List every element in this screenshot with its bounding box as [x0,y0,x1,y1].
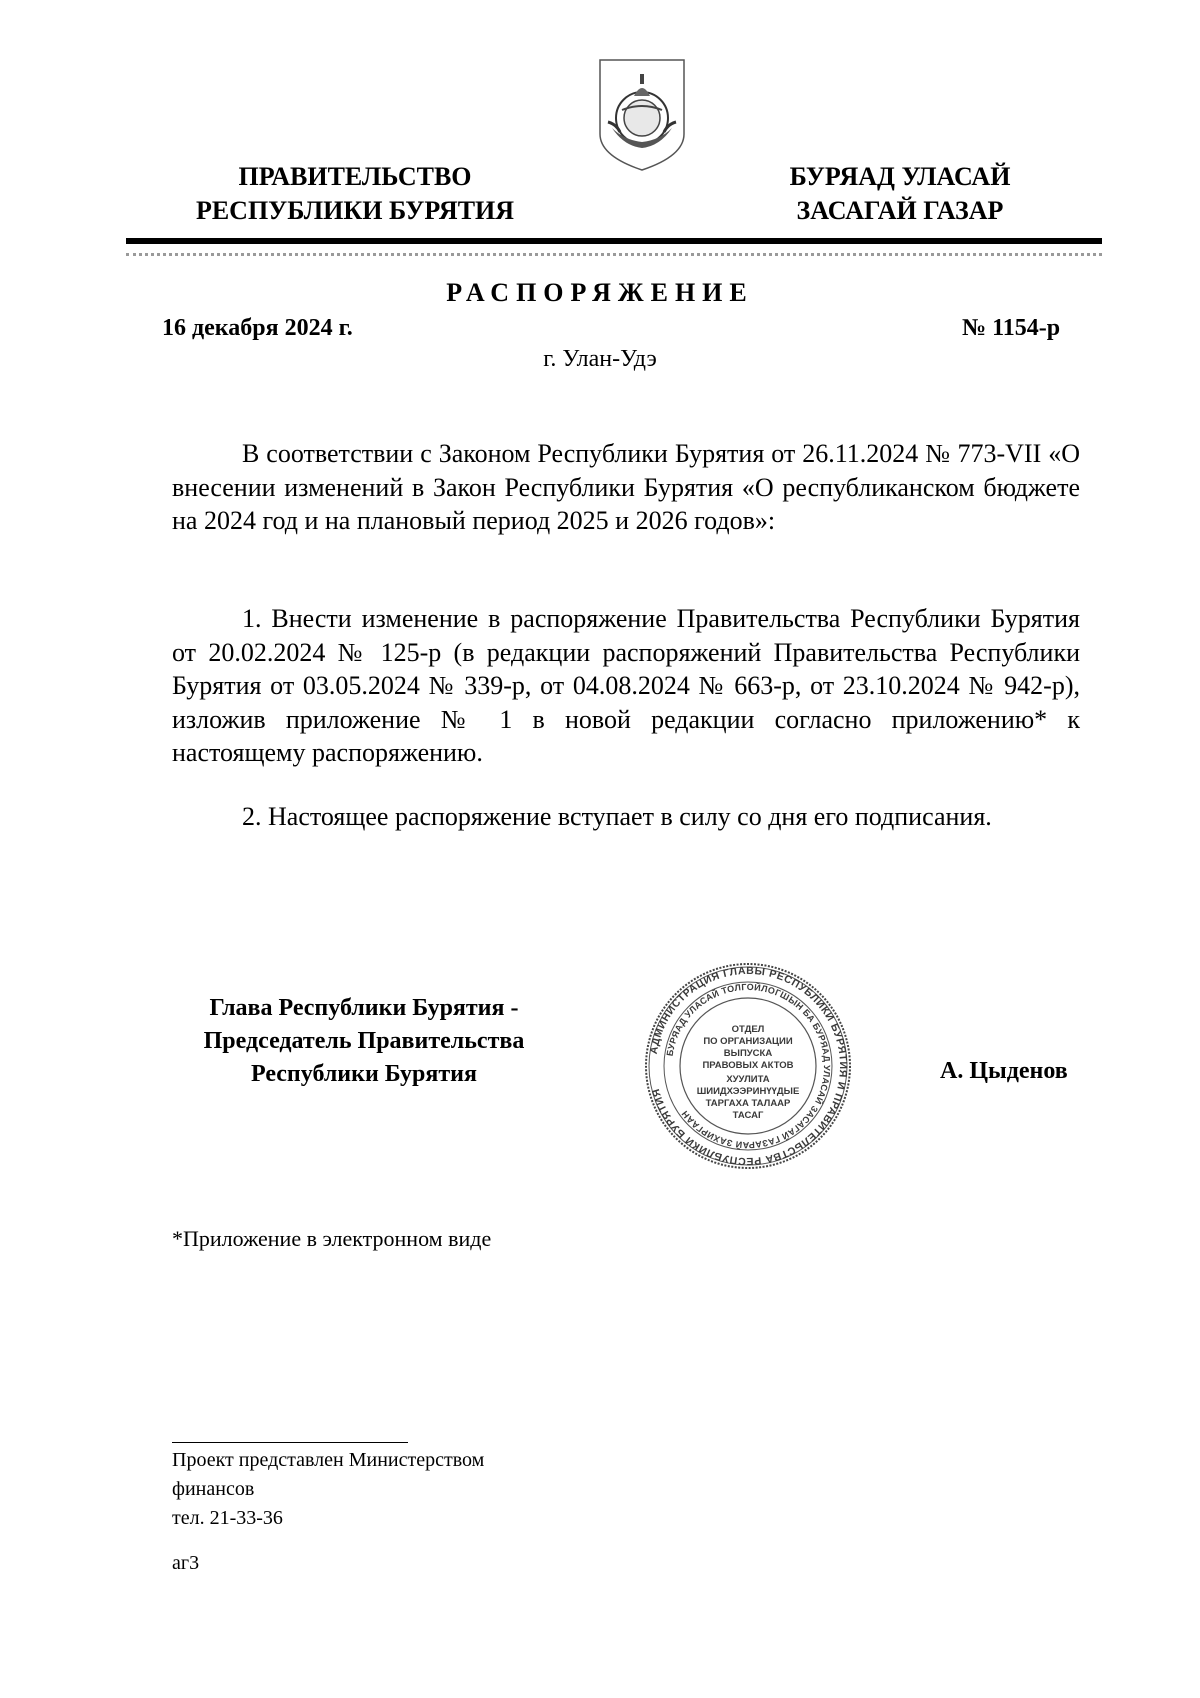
document-city: г. Улан-Удэ [543,346,657,372]
signatory-title-line-3: Республики Бурятия [250,1061,477,1087]
footnote-line-1: Проект представлен Министерством [172,1449,485,1471]
seal-center-line-3: ВЫПУСКА [723,1048,773,1059]
issuer-name-buryat [760,160,1040,228]
body-paragraph-3 [172,800,1080,834]
issuer-name-russian [160,160,550,228]
body-paragraph-1 [172,437,1080,538]
body-paragraph-2 [172,602,1080,770]
coat-of-arms-emblem [594,56,690,174]
signatory-name: А. Цыденов [940,1058,1068,1084]
header-dotted-divider [126,253,1102,256]
appendix-note: *Приложение в электронном виде [172,1226,492,1251]
paragraph-text: 1. Внести изменение в распоряжение Правительства Республики Бурятия от 20.02.2024 № 125-р (в редакции распоряжений Правительства Республики Бурятия от 03.05.2024 № 339-р, от 04.08.2024 № 663-р, от 23.10.2024 № 942-р), изложив приложение № 1 в новой редакции согласно приложению* к настоящему распоряжению. [172,604,1080,767]
seal-center-line-1: ОТДЕЛ [731,1024,765,1035]
footnote [172,1446,484,1533]
footnote-divider [172,1442,408,1443]
seal-center-line-8: ТАСАГ [732,1110,764,1121]
issuer-line-1: ПРАВИТЕЛЬСТВО [238,162,472,191]
footnote-line-2: финансов [172,1478,255,1500]
document-number: № 1154-р [962,315,1061,341]
signatory-title-line-2: Председатель Правительства [203,1028,525,1054]
issuer-line-2: РЕСПУБЛИКИ БУРЯТИЯ [195,196,515,225]
seal-center-line-4: ПРАВОВЫХ АКТОВ [702,1060,794,1071]
document-code: аг3 [172,1552,200,1574]
seal-center-line-6: ШИИДХЭЭРИНҮҮДЫЕ [696,1086,800,1097]
document-title: РАСПОРЯЖЕНИЕ [446,278,754,307]
seal-center-line-7: ТАРГАХА ТАЛААР [705,1098,791,1109]
paragraph-text: В соответствии с Законом Республики Бурятия от 26.11.2024 № 773-VII «О внесении изменений в Закон Республики Бурятия «О республиканском бюджете на 2024 год и на плановый период 2025 и 2026 годов»: [172,439,1080,535]
paragraph-text: 2. Настоящее распоряжение вступает в силу со дня его подписания. [242,802,992,831]
signatory-title [160,992,568,1091]
seal-center-line-2: ПО ОРГАНИЗАЦИИ [703,1036,793,1047]
document-date: 16 декабря 2024 г. [162,315,353,341]
signatory-title-line-1: Глава Республики Бурятия - [209,995,519,1021]
footnote-line-3: тел. 21-33-36 [172,1507,283,1529]
seal-inner-text: БУРЯАД УЛАСАЙ ТОЛГОЙЛОГШЫН БА БУРЯАД УЛАСАЙ ЗАСАГАЙ ГАЗАРАЙ ЗАХИРГААН [664,981,833,1151]
issuer-buryat-line-2: ЗАСАГАЙ ГАЗАР [796,196,1004,225]
seal-outer-text: АДМИНИСТРАЦИЯ ГЛАВЫ РЕСПУБЛИКИ БУРЯТИЯ И ПРАВИТЕЛЬСТВА РЕСПУБЛИКИ БУРЯТИЯ [647,964,850,1168]
issuer-buryat-line-1: БУРЯАД УЛАСАЙ [789,162,1011,191]
seal-center-line-5: ХУУЛИТА [726,1074,770,1085]
official-seal [644,962,852,1170]
header-divider [126,238,1102,244]
